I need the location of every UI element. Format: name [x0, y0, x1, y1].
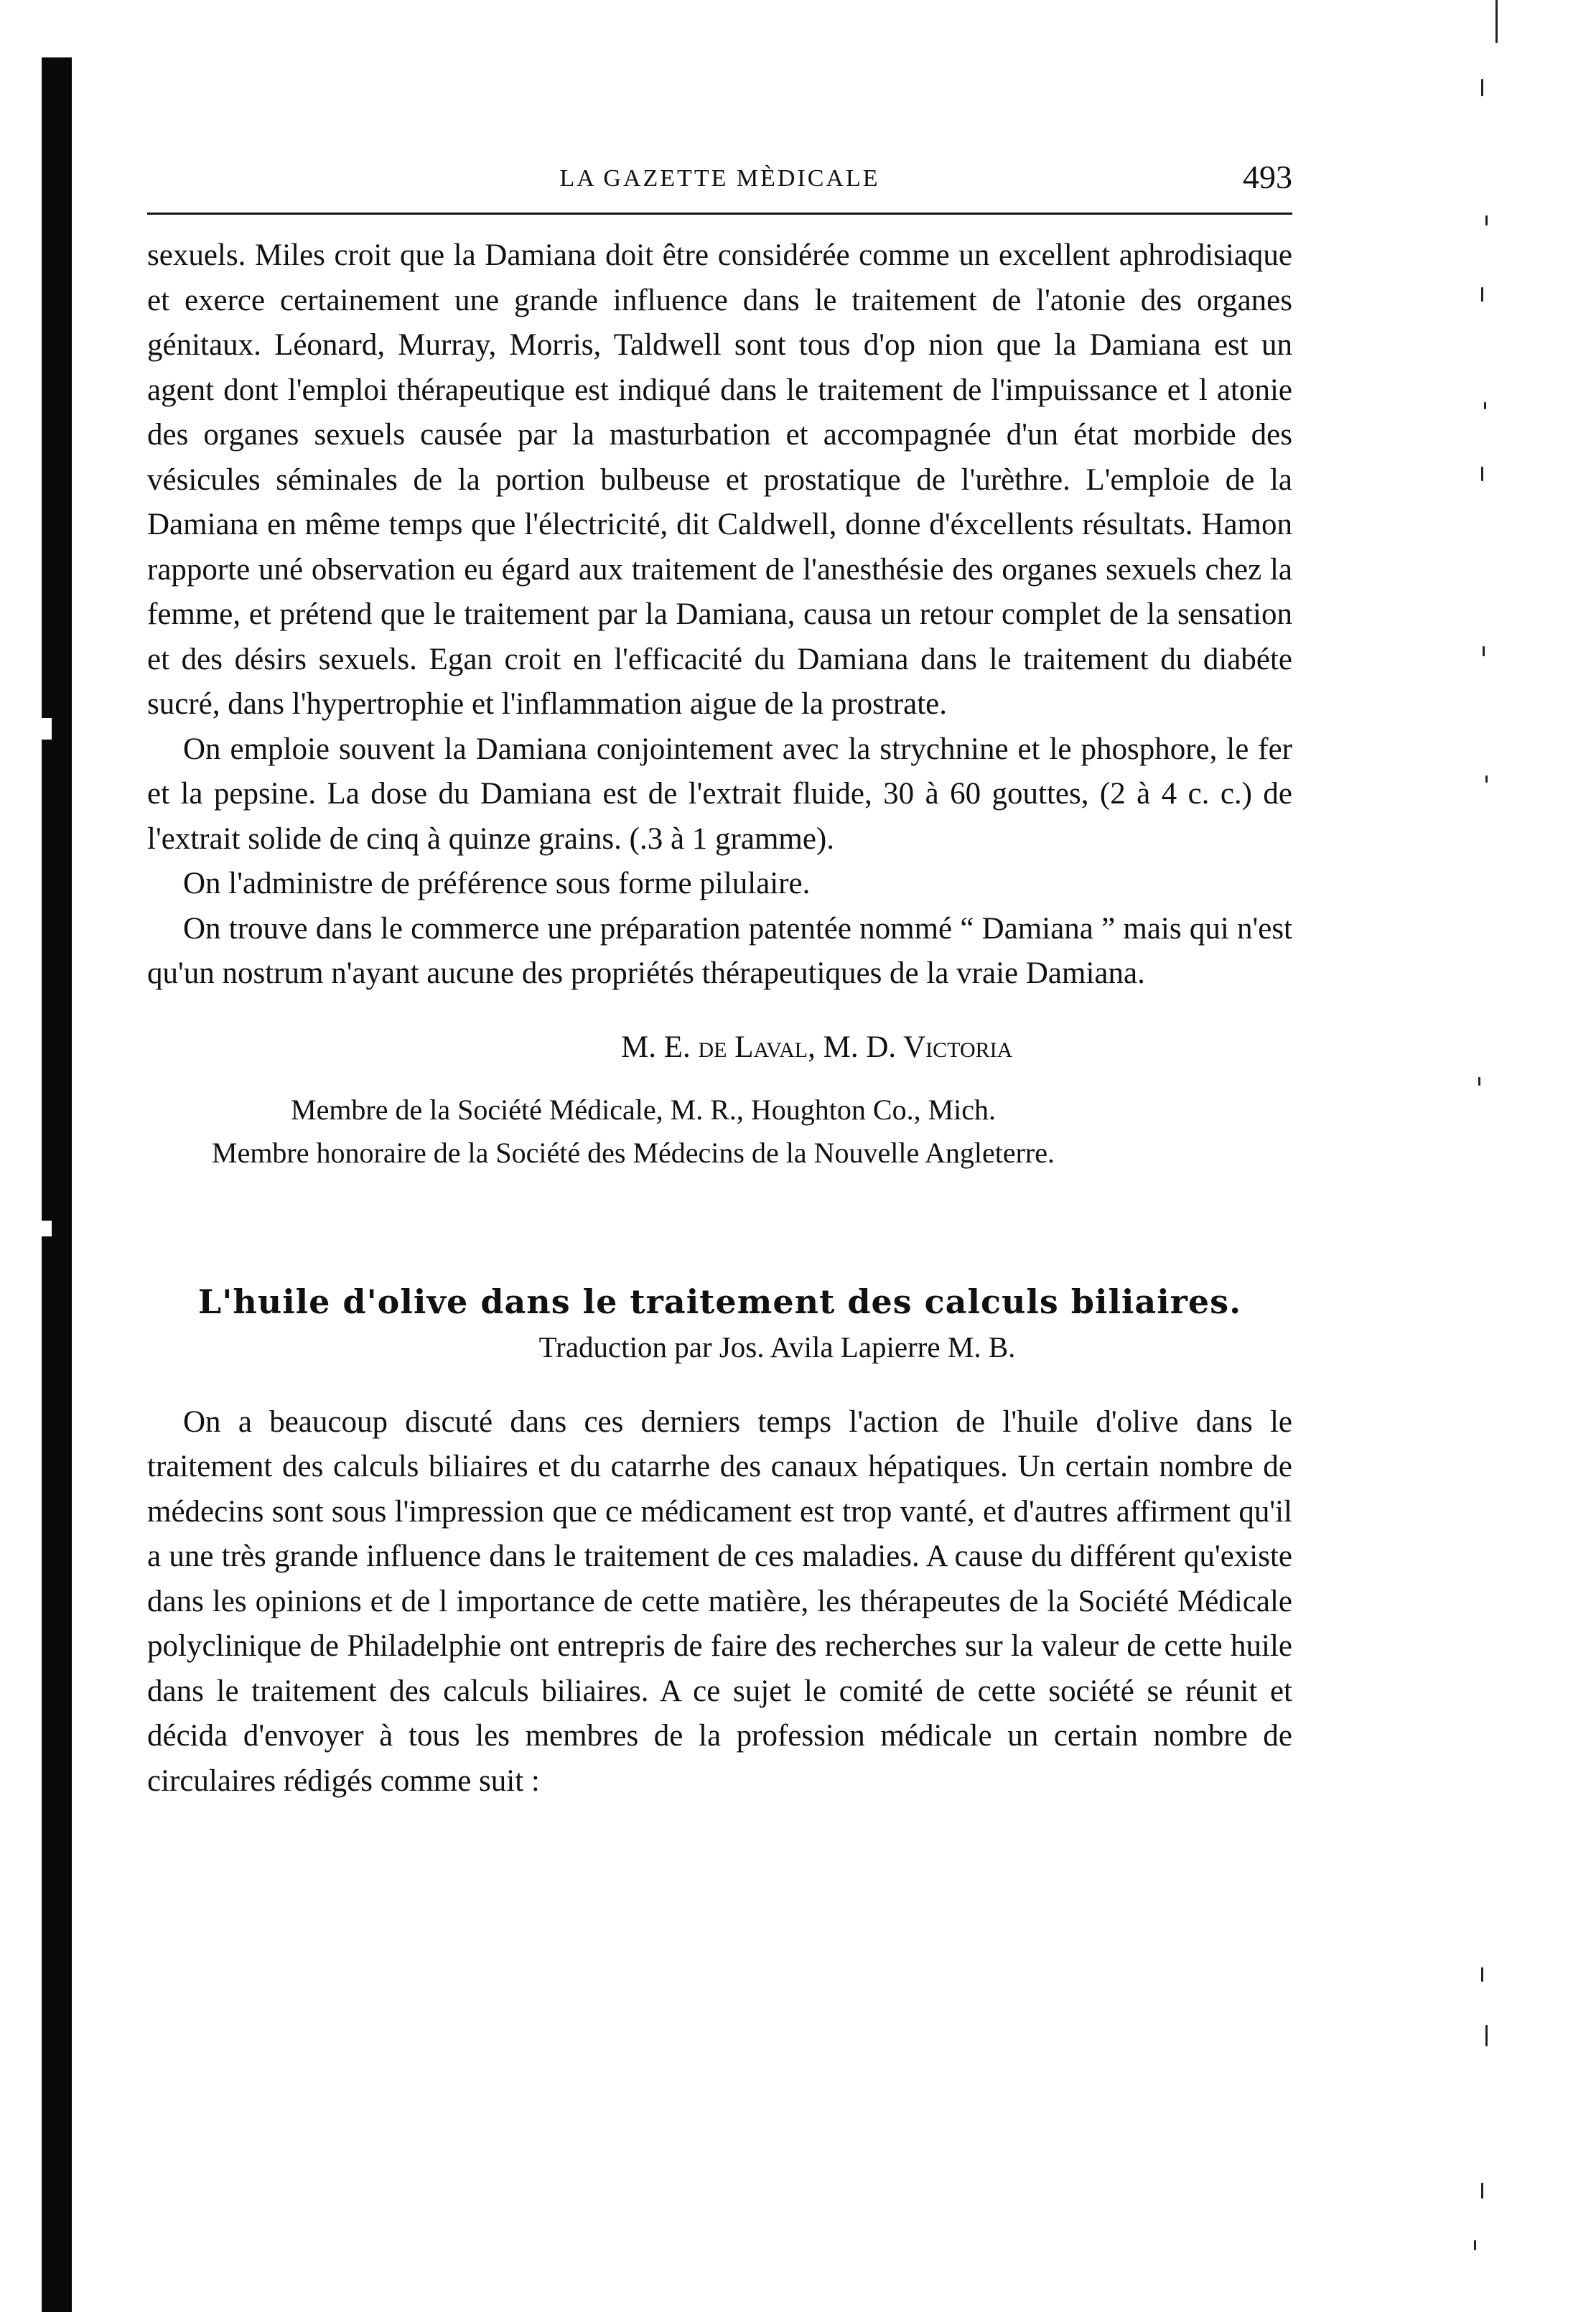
scan-edge-gap [42, 718, 52, 740]
body-paragraph: sexuels. Miles croit que la Damiana doit être considérée comme un excellent aphrodisiaque et exerce certainement une grande influence dans le traitement de l'atonie des organes génitaux. Léonard, Murray, Morris, Taldwell sont tous d'op nion que la Damiana est un agent dont l'emploi thérapeutique est indiqué dans le traitement de l'impuissance et l atonie des organes sexuels causée par la masturbation et accompagnée d'un état morbide des vésicules séminales de la portion bulbeuse et prostatique de l'urèthre. L'emploie de la Damiana en même temps que l'électricité, dit Caldwell, donne d'éxcellents résultats. Hamon rapporte uné observation eu égard aux traitement de l'anesthésie des organes sexuels chez la femme, et prétend que le traitement par la Damiana, causa un retour complet de la sensation et des désirs sexuels. Egan croit en l'efficacité du Damiana dans le traitement du diabéte sucré, dans l'hypertrophie et l'inflammation aigue de la prostrate. [147, 238, 1292, 721]
body-paragraph: On emploie souvent la Damiana conjointement avec la strychnine et le phosphore, le fer et la pepsine. La dose du Damiana est de l'extrait fluide, 30 à 60 gouttes, (2 à 4 c. c.) de l'extrait solide de cinq à quinze grains. (.3 à 1 gramme). [147, 732, 1292, 856]
page-number: 493 [1243, 159, 1292, 195]
scan-binding-edge [42, 57, 72, 2312]
author-affiliation: Membre honoraire de la Société des Médecins de la Nouvelle Angleterre. [212, 1136, 1055, 1169]
body-paragraph: On trouve dans le commerce une préparation patentée nommé “ Damiana ” mais qui n'est qu'un nostrum n'ayant aucune des propriétés thérapeutiques de la vraie Damiana. [147, 911, 1292, 990]
scan-margin-specks [1452, 0, 1553, 2312]
author-affiliation: Membre de la Société Médicale, M. R., Houghton Co., Mich. [291, 1093, 997, 1126]
scan-edge-gap [42, 1221, 52, 1236]
body-paragraph: On l'administre de préférence sous forme pilulaire. [183, 867, 811, 900]
page-header [147, 144, 1292, 201]
article-title: L'huile d'olive dans le traitement des calculs biliaires. [197, 1282, 1242, 1321]
header-rule [147, 213, 1292, 215]
translation-credit: Traduction par Jos. Avila Lapierre M. B. [538, 1330, 1016, 1364]
body-paragraph: On a beaucoup discuté dans ces derniers temps l'action de l'huile d'olive dans le traitement des calculs biliaires et du catarrhe des canaux hépatiques. Un certain nombre de médecins sont sous l'impression que ce médicament est trop vanté, et d'autres affirment qu'il a une très grande influence dans le traitement de ces maladies. A cause du différent qu'existe dans les opinions et de l importance de cette matière, les thérapeutes de la Société Médicale polyclinique de Philadelphie ont entrepris de faire des recherches sur la valeur de cette huile dans le traitement des calculs biliaires. A ce sujet le comité de cette société se réunit et décida d'envoyer à tous les membres de la profession médicale un certain nombre de circulaires rédigés comme suit : [147, 1404, 1292, 1798]
author-signature: M. E. de Laval, M. D. Victoria [621, 1030, 1013, 1064]
journal-page [147, 144, 1292, 1804]
running-title: LA GAZETTE MÈDICALE [559, 165, 880, 192]
article-huile-olive [147, 1282, 1292, 1804]
article-damiana [147, 233, 1292, 1175]
